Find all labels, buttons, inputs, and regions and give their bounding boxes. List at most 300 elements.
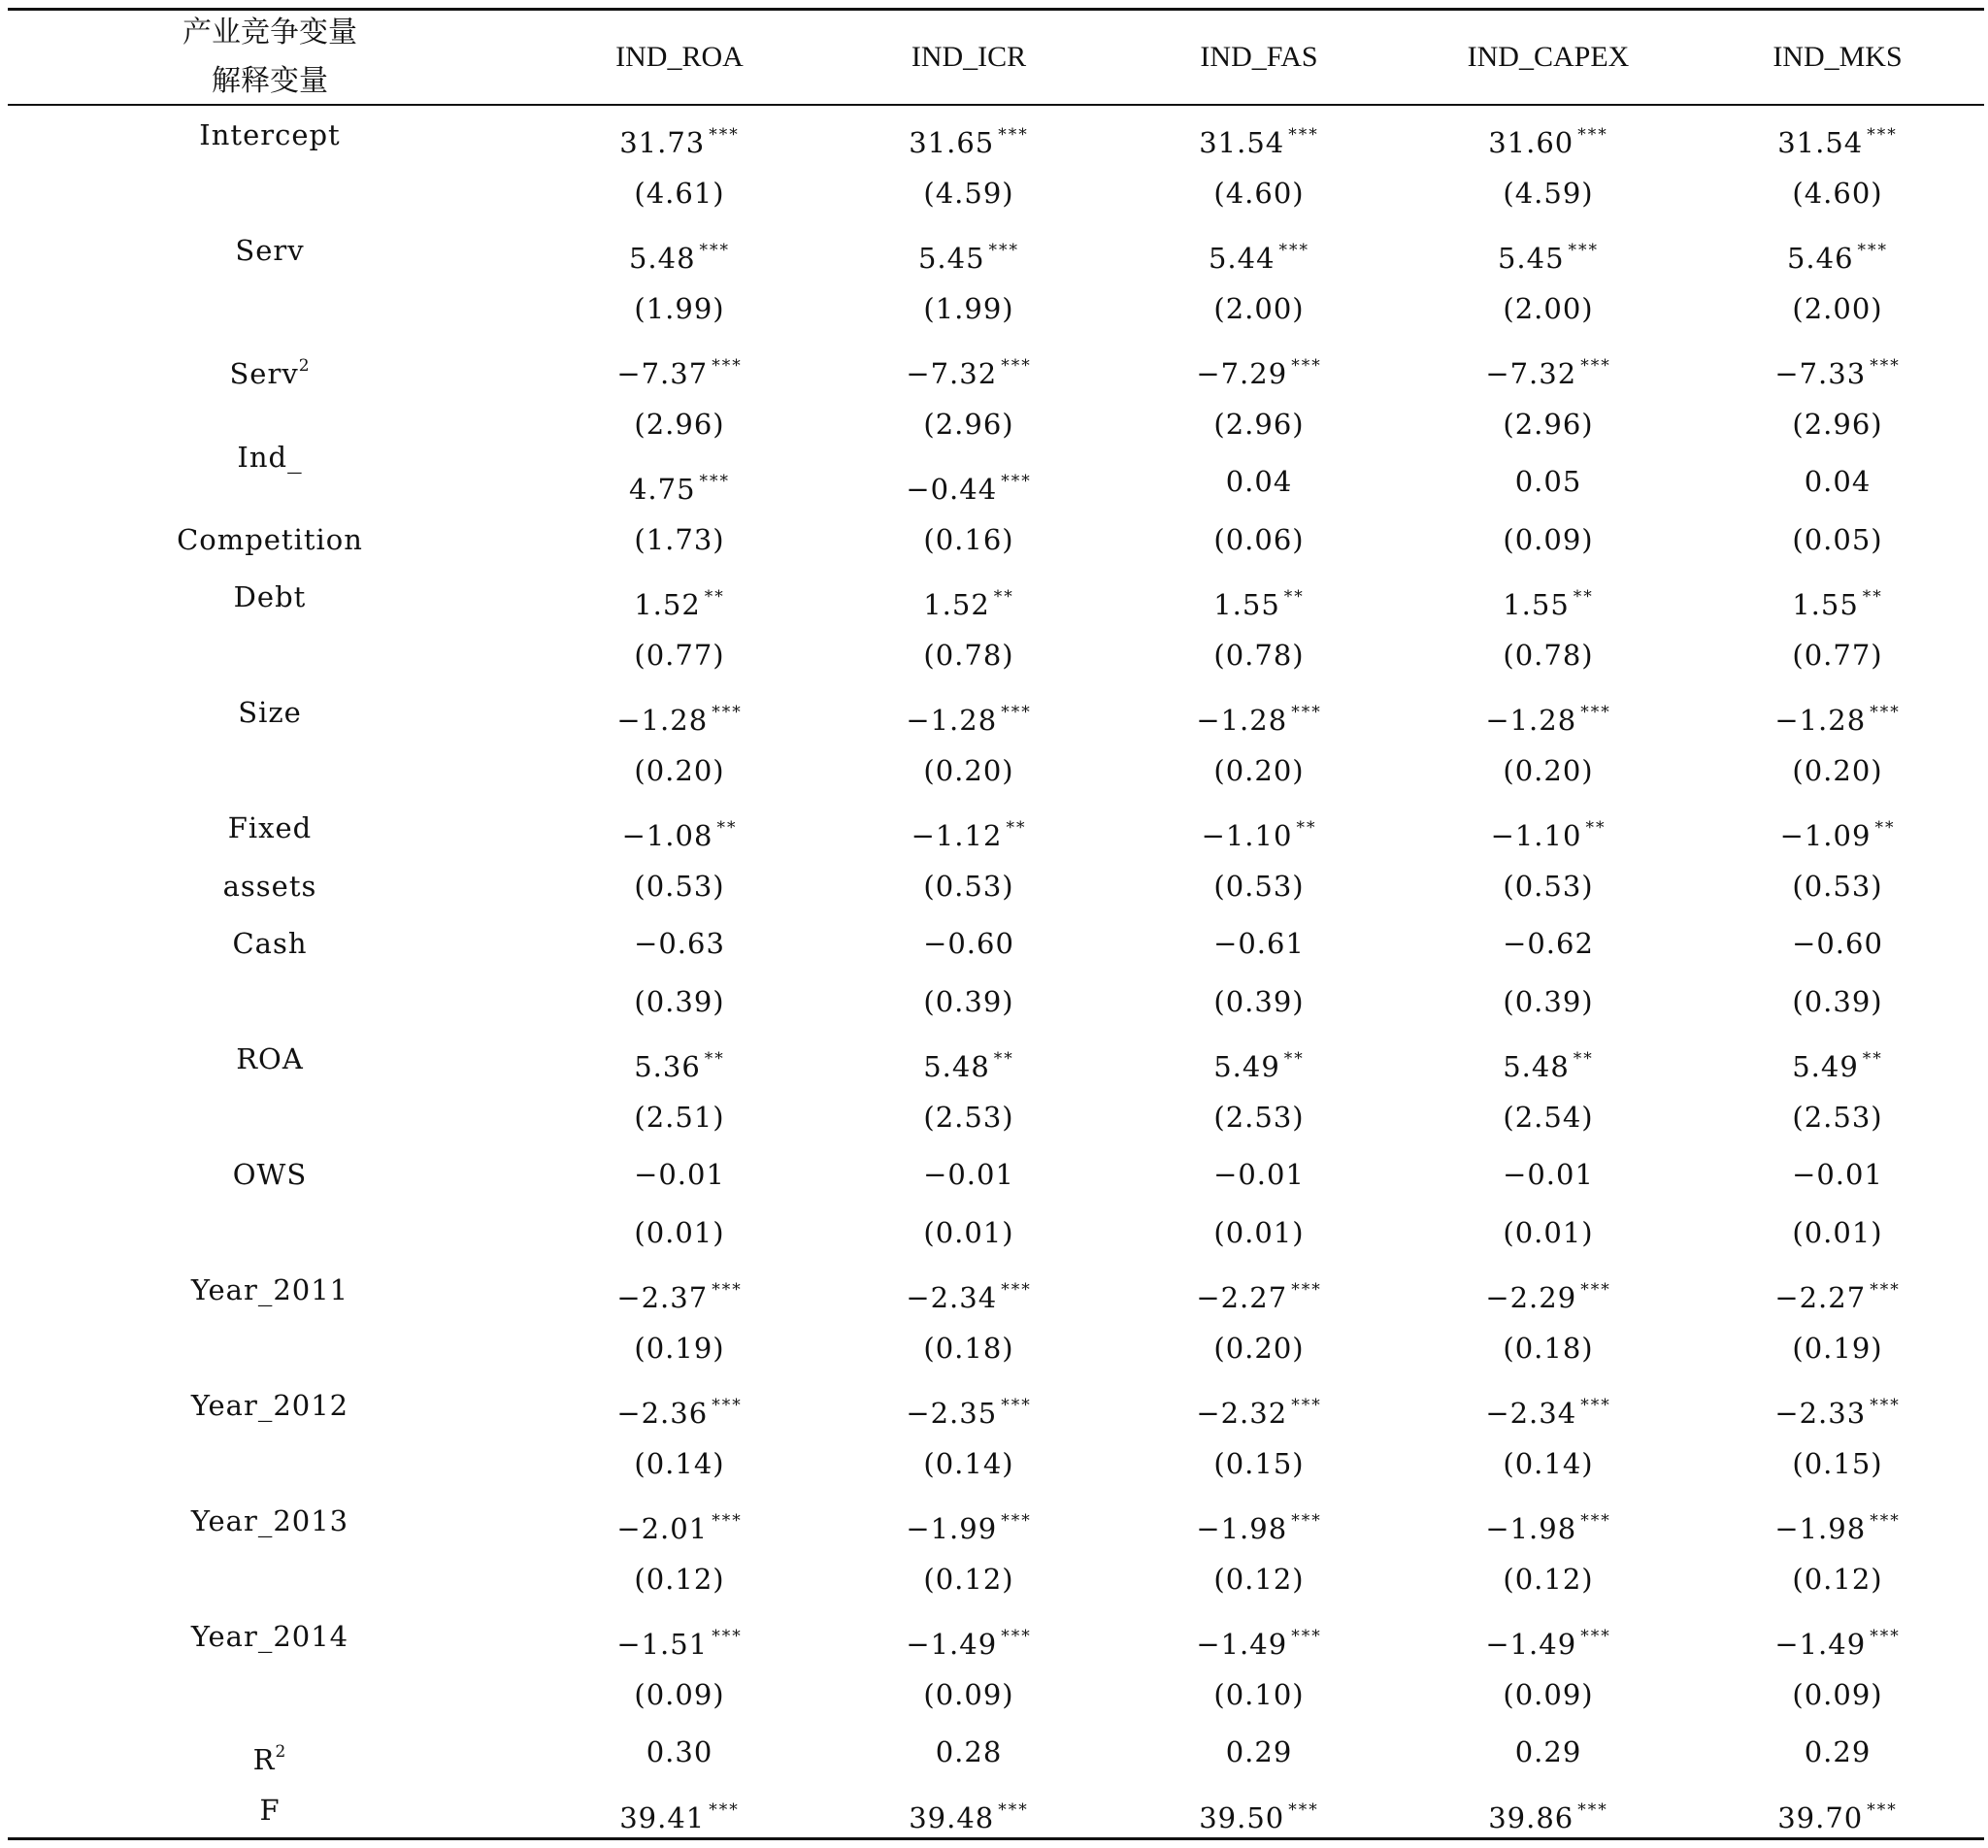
- column-header: IND_ROA: [615, 40, 744, 73]
- cell-value: 5.45: [917, 242, 985, 275]
- cell-value: (0.19): [634, 1331, 725, 1365]
- table-cell: [1697, 801, 1978, 855]
- cell-value: (0.78): [1503, 638, 1594, 672]
- table-cell: [1408, 685, 1689, 740]
- cell-value: (2.00): [1213, 291, 1305, 325]
- significance-stars: ***: [1291, 1627, 1322, 1646]
- row-label-text: Fixed: [227, 811, 313, 844]
- significance-stars: ***: [709, 1799, 740, 1820]
- row-label: [8, 916, 532, 971]
- cell-value: (0.53): [1213, 869, 1305, 903]
- table-cell: [539, 859, 820, 913]
- cell-value: −2.27: [1774, 1281, 1867, 1314]
- row-label: [8, 1032, 532, 1086]
- table-cell: [828, 1609, 1110, 1664]
- cell-value: 1.55: [1503, 588, 1570, 621]
- cell-value: −2.35: [906, 1397, 998, 1430]
- row-label: [8, 1783, 532, 1837]
- row-label-text: assets: [222, 869, 317, 903]
- cell-value: −7.29: [1196, 357, 1288, 390]
- cell-value: (0.09): [1503, 522, 1594, 556]
- cell-value: (0.78): [923, 638, 1014, 672]
- cell-value: (2.00): [1503, 291, 1594, 325]
- cell-value: −0.01: [634, 1158, 725, 1191]
- significance-stars: **: [993, 587, 1014, 607]
- table-cell: [539, 570, 820, 624]
- cell-value: (0.53): [1792, 869, 1883, 903]
- significance-stars: **: [1573, 587, 1594, 607]
- significance-stars: ***: [712, 703, 743, 722]
- column-header: IND_ICR: [911, 40, 1027, 73]
- table-cell: [1118, 339, 1400, 393]
- table-cell: [1408, 1090, 1689, 1144]
- cell-value: −0.01: [1213, 1158, 1305, 1191]
- cell-value: (0.06): [1213, 522, 1305, 556]
- cell-value: (2.00): [1792, 291, 1883, 325]
- table-cell: [1697, 223, 1978, 278]
- cell-value: (0.05): [1792, 522, 1883, 556]
- cell-value: −2.33: [1774, 1397, 1867, 1430]
- row-label: [8, 1263, 532, 1317]
- table-cell: [1697, 1667, 1978, 1722]
- row-label-text: OWS: [232, 1158, 308, 1191]
- cell-value: (0.12): [1213, 1562, 1305, 1596]
- table-cell: [1697, 570, 1978, 624]
- significance-stars: ***: [1291, 356, 1322, 376]
- row-label: [8, 1147, 532, 1202]
- cell-value: (2.96): [634, 407, 725, 441]
- cell-value: (0.53): [923, 869, 1014, 903]
- cell-value: (0.53): [634, 869, 725, 903]
- cell-value: (0.15): [1792, 1446, 1883, 1480]
- row-label: [8, 1090, 532, 1144]
- table-cell: [1118, 570, 1400, 624]
- significance-stars: ***: [1291, 703, 1322, 722]
- cell-value: (0.18): [923, 1331, 1014, 1365]
- cell-value: (0.12): [923, 1562, 1014, 1596]
- table-cell: [1697, 859, 1978, 913]
- table-cell: [1118, 108, 1400, 162]
- row-label: [8, 1436, 532, 1491]
- row-label-text: Competition: [177, 522, 363, 556]
- table-cell: [1408, 1263, 1689, 1317]
- significance-stars: ***: [1870, 356, 1901, 376]
- significance-stars: ***: [1580, 1511, 1611, 1531]
- cell-value: −2.29: [1485, 1281, 1577, 1314]
- table-cell: [1408, 1321, 1689, 1375]
- cell-value: −1.10: [1201, 819, 1293, 852]
- cell-value: (0.14): [1503, 1446, 1594, 1480]
- significance-stars: ***: [709, 125, 740, 145]
- table-cell: [828, 166, 1110, 220]
- cell-value: (1.99): [634, 291, 725, 325]
- table-cell: [539, 801, 820, 855]
- significance-stars: ***: [1278, 241, 1310, 260]
- table-cell: [539, 339, 820, 393]
- table-cell: [1697, 1032, 1978, 1086]
- table-cell: [1118, 1321, 1400, 1375]
- table-cell: [1408, 859, 1689, 913]
- cell-value: −1.98: [1774, 1512, 1867, 1545]
- significance-stars: ***: [699, 472, 731, 491]
- table-cell: [1118, 223, 1400, 278]
- cell-value: (2.96): [1792, 407, 1883, 441]
- significance-stars: ***: [1568, 241, 1600, 260]
- cell-value: −1.08: [621, 819, 713, 852]
- cell-value: (0.39): [1792, 984, 1883, 1018]
- table-cell: [828, 397, 1110, 451]
- table-cell: [828, 1147, 1110, 1202]
- table-cell: [828, 801, 1110, 855]
- significance-stars: ***: [1577, 1799, 1608, 1820]
- cell-value: (4.59): [923, 176, 1014, 210]
- table-cell: [1697, 512, 1978, 567]
- cell-value: (0.09): [923, 1677, 1014, 1711]
- cell-value: 5.45: [1497, 242, 1565, 275]
- cell-value: 31.65: [909, 126, 995, 159]
- cell-value: −0.01: [1792, 1158, 1883, 1191]
- cell-value: −2.34: [906, 1281, 998, 1314]
- cell-value: (0.12): [1792, 1562, 1883, 1596]
- table-cell: [828, 1032, 1110, 1086]
- significance-stars: ***: [1867, 125, 1898, 145]
- table-cell: [539, 1263, 820, 1317]
- cell-value: −1.49: [906, 1628, 998, 1661]
- cell-value: (2.96): [1213, 407, 1305, 441]
- table-cell: [828, 1494, 1110, 1548]
- significance-stars: ***: [1001, 356, 1032, 376]
- table-cell: [539, 1205, 820, 1260]
- cell-value: −1.99: [906, 1512, 998, 1545]
- cell-value: (0.12): [634, 1562, 725, 1596]
- significance-stars: **: [993, 1049, 1014, 1069]
- cell-value: (2.54): [1503, 1100, 1594, 1134]
- cell-value: 5.48: [1503, 1050, 1570, 1083]
- cell-value: (0.20): [634, 753, 725, 787]
- cell-value: (0.77): [1792, 638, 1883, 672]
- cell-value: −1.28: [1774, 704, 1867, 737]
- table-cell: [1118, 166, 1400, 220]
- table-cell: [1408, 1032, 1689, 1086]
- table-cell: [1118, 1725, 1400, 1779]
- significance-stars: **: [1006, 818, 1027, 838]
- significance-stars: ***: [1870, 703, 1901, 722]
- cell-value: (0.53): [1503, 869, 1594, 903]
- cell-value: −7.32: [1485, 357, 1577, 390]
- cell-value: −0.44: [906, 473, 998, 506]
- table-cell: [1408, 397, 1689, 451]
- row-label: [8, 281, 532, 336]
- cell-value: −1.49: [1774, 1628, 1867, 1661]
- table-cell: [1697, 974, 1978, 1029]
- table-cell: [539, 1147, 820, 1202]
- cell-value: 1.55: [1792, 588, 1859, 621]
- table-cell: [1408, 1609, 1689, 1664]
- cell-value: (0.39): [1503, 984, 1594, 1018]
- cell-value: 31.54: [1777, 126, 1864, 159]
- cell-value: −1.49: [1485, 1628, 1577, 1661]
- table-cell: [1118, 743, 1400, 798]
- significance-stars: ***: [1580, 356, 1611, 376]
- row-label: [8, 1552, 532, 1606]
- cell-value: 5.48: [628, 242, 696, 275]
- cell-value: −1.49: [1196, 1628, 1288, 1661]
- table-cell: [828, 1378, 1110, 1433]
- table-cell: [1118, 916, 1400, 971]
- column-header: IND_MKS: [1773, 40, 1903, 73]
- table-cell: [828, 1205, 1110, 1260]
- cell-value: (4.59): [1503, 176, 1594, 210]
- significance-stars: ***: [1870, 1511, 1901, 1531]
- table-cell: [539, 1552, 820, 1606]
- table-cell: [539, 685, 820, 740]
- significance-stars: ***: [1870, 1627, 1901, 1646]
- significance-stars: **: [704, 587, 725, 607]
- cell-value: −7.37: [616, 357, 709, 390]
- cell-value: 5.49: [1213, 1050, 1280, 1083]
- cell-value: −1.12: [911, 819, 1003, 852]
- table-cell: [1408, 1667, 1689, 1722]
- table-cell: [828, 1667, 1110, 1722]
- row-label-text: R: [252, 1743, 276, 1776]
- row-label: [8, 1321, 532, 1375]
- table-cell: [828, 454, 1110, 509]
- cell-value: −1.10: [1490, 819, 1582, 852]
- cell-value: (4.60): [1792, 176, 1883, 210]
- table-cell: [539, 1090, 820, 1144]
- cell-value: −1.09: [1779, 819, 1872, 852]
- table-cell: [539, 223, 820, 278]
- table-cell: [828, 281, 1110, 336]
- table-cell: [1118, 685, 1400, 740]
- cell-value: −2.36: [616, 1397, 709, 1430]
- cell-value: 39.41: [619, 1800, 706, 1834]
- cell-value: (0.20): [1503, 753, 1594, 787]
- cell-value: (0.10): [1213, 1677, 1305, 1711]
- significance-stars: **: [1283, 1049, 1305, 1069]
- significance-stars: **: [1585, 818, 1607, 838]
- cell-value: 5.44: [1208, 242, 1276, 275]
- cell-value: (0.01): [1503, 1215, 1594, 1249]
- significance-stars: **: [1874, 818, 1896, 838]
- cell-value: −1.28: [616, 704, 709, 737]
- significance-stars: ***: [712, 356, 743, 376]
- table-cell: [1408, 108, 1689, 162]
- cell-value: −7.32: [906, 357, 998, 390]
- significance-stars: ***: [1857, 241, 1889, 260]
- table-cell: [1408, 974, 1689, 1029]
- cell-value: −2.01: [616, 1512, 709, 1545]
- row-label-superscript: 2: [298, 356, 311, 376]
- table-cell: [539, 1321, 820, 1375]
- row-label: [8, 1205, 532, 1260]
- cell-value: 1.52: [634, 588, 701, 621]
- cell-value: (0.01): [1792, 1215, 1883, 1249]
- table-cell: [539, 1436, 820, 1491]
- table-cell: [539, 743, 820, 798]
- table-cell: [1408, 1725, 1689, 1779]
- table-cell: [1118, 859, 1400, 913]
- table-cell: [828, 108, 1110, 162]
- cell-value: 39.86: [1488, 1800, 1574, 1834]
- significance-stars: ***: [1580, 1627, 1611, 1646]
- row-label-text: Year_2013: [190, 1504, 349, 1537]
- cell-value: (0.78): [1213, 638, 1305, 672]
- table-cell: [1697, 1494, 1978, 1548]
- table-cell: [1697, 685, 1978, 740]
- cell-value: −0.60: [923, 927, 1014, 960]
- row-label-text: Year_2011: [190, 1273, 349, 1306]
- row-label-text: Serv: [229, 357, 299, 390]
- table-cell: [1408, 281, 1689, 336]
- significance-stars: ***: [1867, 1799, 1898, 1820]
- cell-value: −1.28: [906, 704, 998, 737]
- row-label: [8, 1725, 532, 1779]
- significance-stars: ***: [1580, 1396, 1611, 1415]
- table-cell: [1118, 1147, 1400, 1202]
- table-cell: [1697, 1436, 1978, 1491]
- table-cell: [1408, 1147, 1689, 1202]
- row-label: [8, 743, 532, 798]
- table-cell: [828, 628, 1110, 682]
- cell-value: (2.53): [923, 1100, 1014, 1134]
- row-label-text: Cash: [232, 927, 308, 960]
- significance-stars: **: [1296, 818, 1317, 838]
- row-label-superscript: 2: [275, 1742, 287, 1762]
- table-cell: [1697, 281, 1978, 336]
- significance-stars: ***: [998, 125, 1029, 145]
- header-stub-line2: 解释变量: [212, 63, 328, 98]
- table-cell: [1118, 454, 1400, 509]
- table-cell: [539, 281, 820, 336]
- table-cell: [1697, 1090, 1978, 1144]
- significance-stars: **: [704, 1049, 725, 1069]
- table-cell: [1408, 570, 1689, 624]
- row-label: [8, 1494, 532, 1548]
- significance-stars: ***: [1001, 1627, 1032, 1646]
- table-cell: [828, 512, 1110, 567]
- cell-value: (0.09): [1792, 1677, 1883, 1711]
- cell-value: (0.14): [634, 1446, 725, 1480]
- cell-value: (0.16): [923, 522, 1014, 556]
- cell-value: 31.54: [1199, 126, 1285, 159]
- row-label: [8, 685, 532, 740]
- row-label: [8, 628, 532, 682]
- table-cell: [1408, 1378, 1689, 1433]
- cell-value: −1.98: [1196, 1512, 1288, 1545]
- significance-stars: ***: [1001, 472, 1032, 491]
- cell-value: −1.28: [1196, 704, 1288, 737]
- table-cell: [828, 859, 1110, 913]
- cell-value: −0.01: [1503, 1158, 1594, 1191]
- header-stub-line1: 产业竞争变量: [182, 15, 357, 50]
- row-label: [8, 108, 532, 162]
- row-label: [8, 1378, 532, 1433]
- significance-stars: ***: [998, 1799, 1029, 1820]
- cell-value: 5.46: [1786, 242, 1854, 275]
- cell-value: 31.60: [1488, 126, 1574, 159]
- row-label: [8, 1609, 532, 1664]
- row-label: [8, 801, 532, 855]
- table-cell: [1118, 1263, 1400, 1317]
- cell-value: 0.30: [646, 1735, 713, 1768]
- cell-value: (0.15): [1213, 1446, 1305, 1480]
- table-cell: [1697, 339, 1978, 393]
- cell-value: (0.01): [923, 1215, 1014, 1249]
- table-cell: [1118, 1609, 1400, 1664]
- table-cell: [828, 1263, 1110, 1317]
- column-header: IND_CAPEX: [1467, 40, 1630, 73]
- table-cell: [1697, 1378, 1978, 1433]
- table-cell: [1118, 1090, 1400, 1144]
- table-cell: [1408, 454, 1689, 509]
- cell-value: −0.60: [1792, 927, 1883, 960]
- table-cell: [539, 512, 820, 567]
- cell-value: 5.36: [634, 1050, 701, 1083]
- cell-value: 39.50: [1199, 1800, 1285, 1834]
- cell-value: (2.96): [1503, 407, 1594, 441]
- cell-value: 39.70: [1777, 1800, 1864, 1834]
- cell-value: (0.39): [634, 984, 725, 1018]
- table-cell: [1697, 1263, 1978, 1317]
- cell-value: (0.09): [1503, 1677, 1594, 1711]
- cell-value: (0.14): [923, 1446, 1014, 1480]
- cell-value: −2.27: [1196, 1281, 1288, 1314]
- table-cell: [1118, 397, 1400, 451]
- cell-value: 1.55: [1213, 588, 1280, 621]
- table-cell: [1697, 1147, 1978, 1202]
- cell-value: (2.53): [1213, 1100, 1305, 1134]
- cell-value: −0.63: [634, 927, 725, 960]
- row-label-text: F: [259, 1793, 281, 1827]
- significance-stars: **: [1573, 1049, 1594, 1069]
- row-label-text: ROA: [236, 1042, 304, 1075]
- cell-value: 0.29: [1804, 1735, 1872, 1768]
- significance-stars: ***: [1577, 125, 1608, 145]
- table-cell: [828, 1321, 1110, 1375]
- table-cell: [1408, 166, 1689, 220]
- significance-stars: ***: [1580, 703, 1611, 722]
- row-label-text: Size: [238, 696, 302, 729]
- significance-stars: **: [1862, 587, 1883, 607]
- cell-value: (0.39): [923, 984, 1014, 1018]
- cell-value: −2.37: [616, 1281, 709, 1314]
- cell-value: (0.01): [1213, 1215, 1305, 1249]
- column-header: IND_FAS: [1200, 40, 1318, 73]
- cell-value: (0.77): [634, 638, 725, 672]
- table-cell: [1697, 743, 1978, 798]
- cell-value: 1.52: [923, 588, 990, 621]
- table-cell: [1408, 1436, 1689, 1491]
- significance-stars: **: [716, 818, 738, 838]
- table-cell: [828, 685, 1110, 740]
- cell-value: −0.01: [923, 1158, 1014, 1191]
- table-cell: [1697, 397, 1978, 451]
- table-cell: [1408, 339, 1689, 393]
- table-cell: [1697, 628, 1978, 682]
- table-cell: [828, 743, 1110, 798]
- cell-value: −2.32: [1196, 1397, 1288, 1430]
- table-cell: [1118, 1436, 1400, 1491]
- table-cell: [539, 166, 820, 220]
- cell-value: (1.73): [634, 522, 725, 556]
- significance-stars: ***: [1580, 1280, 1611, 1300]
- row-label-text: Debt: [233, 580, 307, 613]
- cell-value: (0.39): [1213, 984, 1305, 1018]
- cell-value: −1.51: [616, 1628, 709, 1661]
- significance-stars: ***: [712, 1396, 743, 1415]
- cell-value: (0.19): [1792, 1331, 1883, 1365]
